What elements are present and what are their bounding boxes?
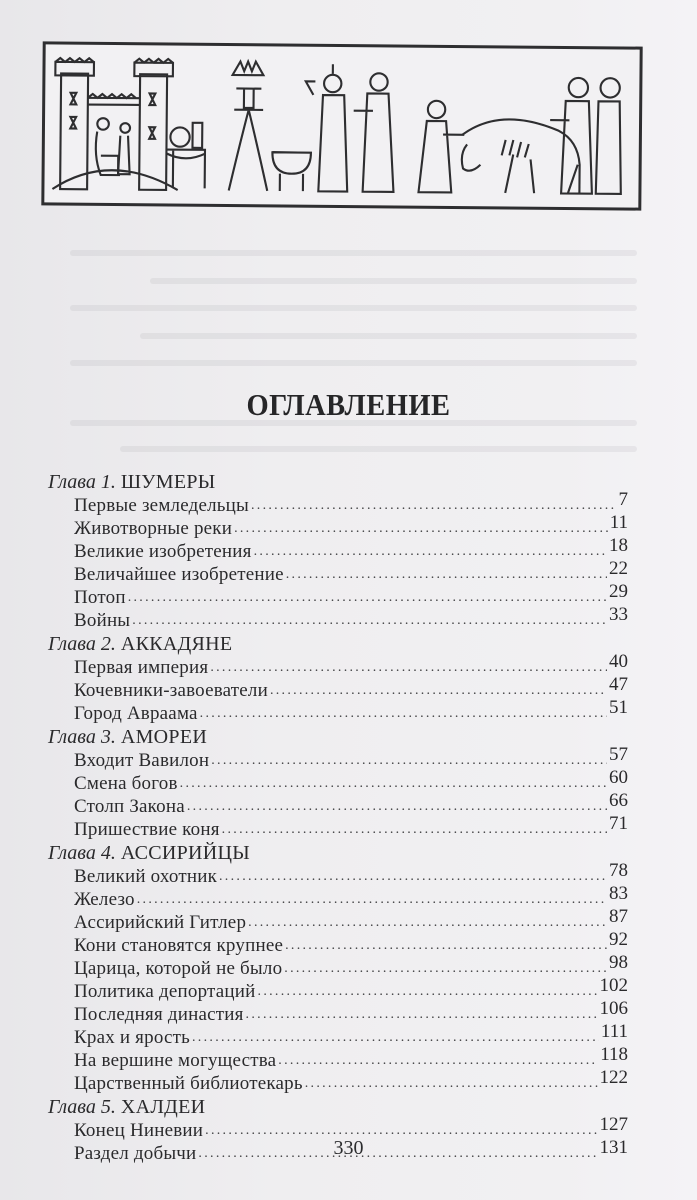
entry-page: 22 xyxy=(609,558,628,579)
entry-title: Пришествие коня xyxy=(74,819,220,840)
toc-entry[interactable] xyxy=(74,489,628,517)
entry-title: Великий охотник xyxy=(74,866,217,887)
entry-page: 111 xyxy=(600,1021,628,1042)
entry-page: 87 xyxy=(609,906,628,927)
entry-page: 122 xyxy=(599,1067,628,1088)
chapter-label: Глава 5. xyxy=(48,1096,116,1118)
toc-entry[interactable] xyxy=(74,744,628,772)
entry-title: Царица, которой не было xyxy=(74,958,283,979)
toc-entry[interactable] xyxy=(74,535,628,563)
toc-entry[interactable] xyxy=(74,767,628,795)
dot-leader xyxy=(251,494,617,517)
entry-page: 92 xyxy=(609,929,628,950)
dot-leader xyxy=(286,563,607,586)
toc-entry[interactable] xyxy=(74,790,628,818)
dot-leader xyxy=(132,609,607,632)
entry-title: Железо xyxy=(74,889,135,910)
chapter-name: АССИРИЙЦЫ xyxy=(120,842,250,864)
dot-leader xyxy=(192,1026,599,1049)
toc-entry[interactable] xyxy=(74,1021,628,1049)
toc-entry[interactable] xyxy=(74,651,628,679)
chapter-name: АККАДЯНЕ xyxy=(120,633,233,655)
dot-leader xyxy=(246,1003,598,1026)
toc-entry[interactable] xyxy=(74,1044,628,1072)
entry-page: 83 xyxy=(609,883,628,904)
dot-leader xyxy=(254,540,607,563)
entry-page: 98 xyxy=(609,952,628,973)
chapter-name: ШУМЕРЫ xyxy=(120,471,216,493)
dot-leader xyxy=(137,888,607,911)
toc-entry[interactable] xyxy=(74,697,628,725)
entry-page: 33 xyxy=(609,604,628,625)
chapter-name: ХАЛДЕИ xyxy=(120,1096,206,1118)
entry-title: Политика депортаций xyxy=(74,981,256,1002)
entry-page: 47 xyxy=(609,674,628,695)
dot-leader xyxy=(305,1072,598,1095)
dot-leader xyxy=(128,586,607,609)
page-title: ОГЛАВЛЕНИЕ xyxy=(246,387,451,422)
dot-leader xyxy=(180,772,607,795)
toc-entry[interactable] xyxy=(74,998,628,1026)
toc-entry[interactable] xyxy=(74,674,628,702)
dot-leader xyxy=(278,1049,598,1072)
entry-title: Крах и ярость xyxy=(74,1027,190,1048)
chapter-label: Глава 1. xyxy=(48,471,116,493)
entry-page: 106 xyxy=(599,998,628,1019)
chapter-label: Глава 4. xyxy=(48,842,116,864)
dot-leader xyxy=(258,980,598,1003)
toc-entry[interactable] xyxy=(74,581,628,609)
entry-page: 102 xyxy=(599,975,628,996)
toc-entry[interactable] xyxy=(74,929,628,957)
chapter-heading xyxy=(48,470,628,494)
chapter-label: Глава 2. xyxy=(48,633,116,655)
toc-entry[interactable] xyxy=(74,813,628,841)
dot-leader xyxy=(248,911,607,934)
entry-title: Кони становятся крупнее xyxy=(74,935,284,956)
chapter-heading xyxy=(48,725,628,749)
entry-title: Великие изобретения xyxy=(74,541,252,562)
entry-title: На вершине могущества xyxy=(74,1050,277,1071)
chapter-label: Глава 3. xyxy=(48,726,116,748)
entry-page: 51 xyxy=(609,697,628,718)
entry-title: Ассирийский Гитлер xyxy=(74,912,247,933)
toc-entry[interactable] xyxy=(74,906,628,934)
entry-page: 131 xyxy=(599,1137,628,1158)
toc-entry[interactable] xyxy=(74,975,628,1003)
page-number: 330 xyxy=(333,1137,364,1159)
dot-leader xyxy=(200,702,607,725)
entry-page: 118 xyxy=(600,1044,628,1065)
toc-entry[interactable] xyxy=(74,883,628,911)
dot-leader xyxy=(234,517,608,540)
toc-entry[interactable] xyxy=(74,558,628,586)
entry-title: Конец Ниневии xyxy=(74,1120,204,1141)
entry-page: 57 xyxy=(609,744,628,765)
entry-page: 60 xyxy=(609,767,628,788)
dot-leader xyxy=(187,795,607,818)
entry-page: 11 xyxy=(609,512,628,533)
chapter-heading xyxy=(48,632,628,656)
entry-title: Животворные реки xyxy=(74,518,233,539)
dot-leader xyxy=(222,818,607,841)
dot-leader xyxy=(211,749,607,772)
toc-entry[interactable] xyxy=(74,860,628,888)
dot-leader xyxy=(284,957,607,980)
entry-title: Потоп xyxy=(74,587,126,608)
entry-title: Первая империя xyxy=(74,657,209,678)
entry-title: Входит Вавилон xyxy=(74,750,210,771)
toc-entry[interactable] xyxy=(74,512,628,540)
entry-page: 78 xyxy=(609,860,628,881)
entry-page: 40 xyxy=(609,651,628,672)
entry-title: Царственный библиотекарь xyxy=(74,1073,303,1094)
entry-title: Войны xyxy=(74,610,131,631)
entry-title: Столп Закона xyxy=(74,796,185,817)
dot-leader xyxy=(210,656,607,679)
entry-title: Величайшее изобретение xyxy=(74,564,284,585)
entry-page: 18 xyxy=(609,535,628,556)
chapter-heading xyxy=(48,1095,628,1119)
dot-leader xyxy=(219,865,607,888)
entry-title: Город Авраама xyxy=(74,703,198,724)
entry-title: Последняя династия xyxy=(74,1004,244,1025)
entry-title: Кочевники-завоеватели xyxy=(74,680,268,701)
entry-title: Смена богов xyxy=(74,773,178,794)
table-of-contents xyxy=(48,470,628,1165)
dot-leader xyxy=(285,934,607,957)
assyrian-relief-illustration xyxy=(41,41,642,210)
toc-entry[interactable] xyxy=(74,604,628,632)
dot-leader xyxy=(270,679,607,702)
entry-title: Раздел добычи xyxy=(74,1143,197,1164)
chapter-name: АМОРЕИ xyxy=(120,726,208,748)
entry-page: 29 xyxy=(609,581,628,602)
entry-page: 127 xyxy=(599,1114,628,1135)
toc-entry[interactable] xyxy=(74,1067,628,1095)
toc-entry[interactable] xyxy=(74,952,628,980)
entry-title: Первые земледельцы xyxy=(74,495,249,516)
chapter-heading xyxy=(48,841,628,865)
entry-page: 71 xyxy=(609,813,628,834)
entry-page: 66 xyxy=(609,790,628,811)
entry-page: 7 xyxy=(618,489,628,510)
